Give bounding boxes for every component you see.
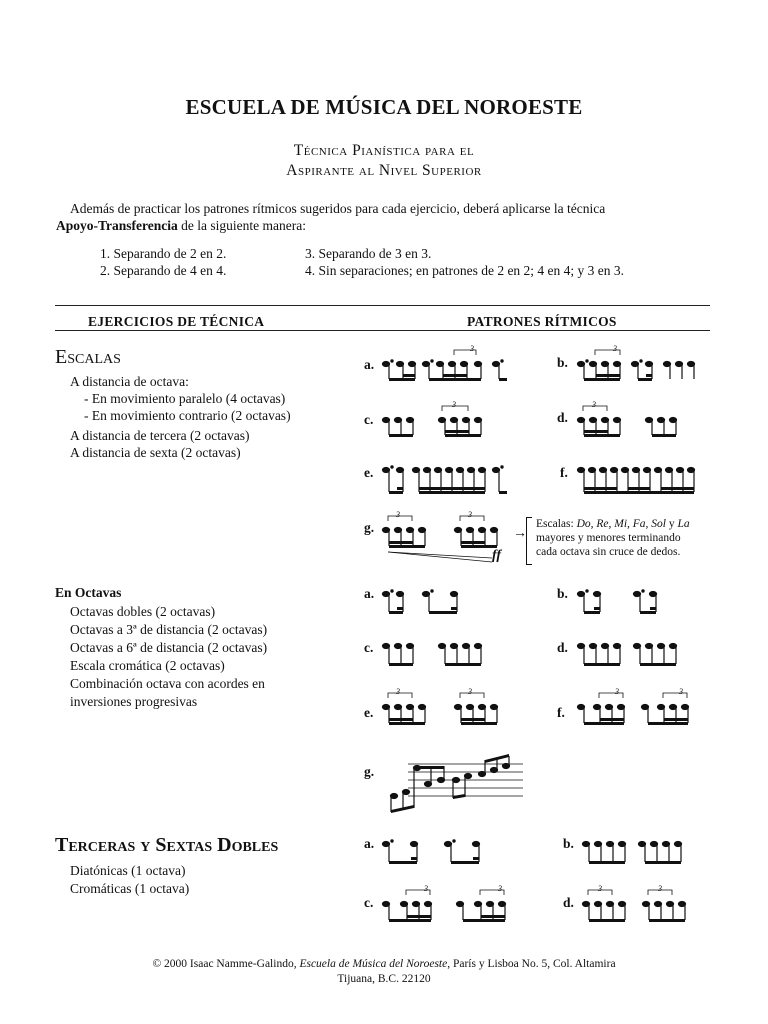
divider-bottom	[55, 330, 710, 331]
rhythm-octavas-f	[575, 687, 715, 729]
rhythm-terceras-c	[380, 884, 530, 926]
escalas-label-a: a.	[364, 357, 375, 372]
escalas-label-b: b.	[557, 355, 568, 370]
terceras-item-1: Diatónicas (1 octava)	[70, 863, 186, 878]
terceras-label-c: c.	[364, 895, 374, 910]
tuplet-3-escalas-g2: 3	[468, 510, 472, 519]
terceras-label-d: d.	[563, 895, 574, 910]
octavas-label-b: b.	[557, 586, 568, 601]
tuplet-3-terceras-d2: 3	[658, 884, 662, 893]
tuplet-3-terceras-d1: 3	[598, 884, 602, 893]
intro-bold-term: Apoyo-Transferencia	[56, 218, 178, 233]
dynamic-marking-ff: ff	[492, 548, 502, 563]
octavas-label-f: f.	[557, 705, 565, 720]
intro-line-2	[56, 217, 716, 234]
octavas-item-1: Octavas dobles (2 octavas)	[70, 604, 216, 619]
note-bracket	[526, 517, 532, 565]
octavas-item-5: Combinación octava con acordes en	[70, 676, 265, 691]
escalas-label-f: f.	[560, 465, 568, 480]
column-heading-exercises: EJERCICIOS DE TÉCNICA	[88, 314, 265, 329]
escalas-label-c: c.	[364, 412, 374, 427]
octavas-item-2: Octavas a 3ª de distancia (2 octavas)	[70, 622, 268, 637]
escalas-item-3: - En movimiento contrario (2 octavas)	[84, 408, 291, 423]
column-heading-rhythms: PATRONES RÍTMICOS	[467, 314, 617, 329]
escalas-item-4: A distancia de tercera (2 octavas)	[70, 428, 250, 443]
terceras-label-b: b.	[563, 836, 574, 851]
rhythm-escalas-g	[380, 510, 530, 566]
subtitle-line-1: Técnica Pianística para el	[293, 142, 475, 159]
octavas-label-a: a.	[364, 586, 375, 601]
octavas-label-e: e.	[364, 705, 374, 720]
footer-school-name: Escuela de Música del Noroeste	[299, 958, 448, 970]
tuplet-3-octavas-f2: 3	[679, 687, 683, 696]
escalas-label-g: g.	[364, 520, 375, 535]
note-and: y	[666, 518, 678, 530]
octavas-item-6: inversiones progresivas	[70, 694, 198, 709]
tuplet-3-octavas-e2: 3	[468, 687, 472, 696]
rhythm-escalas-b	[575, 344, 715, 386]
intro-line-2-text: de la siguiente manera:	[181, 218, 306, 233]
escalas-item-1: A distancia de octava:	[70, 374, 189, 389]
step-1: 1. Separando de 2 en 2.	[100, 246, 227, 261]
note-last-key: La	[677, 518, 690, 530]
note-prefix: Escalas:	[536, 518, 577, 530]
rhythm-escalas-f	[575, 456, 715, 498]
rhythm-octavas-b	[575, 582, 675, 618]
step-3: 3. Separando de 3 en 3.	[305, 246, 432, 261]
intro-paragraph	[56, 200, 716, 234]
octavas-item-3: Octavas a 6ª de distancia (2 octavas)	[70, 640, 268, 655]
steps-left	[100, 245, 226, 279]
footer-copyright: © 2000 Isaac Namme-Galindo,	[152, 958, 300, 970]
escalas-item-5: A distancia de sexta (2 octavas)	[70, 445, 241, 460]
section-heading-octavas: En Octavas	[55, 585, 122, 600]
steps-right	[305, 245, 624, 279]
octavas-item-4: Escala cromática (2 octavas)	[70, 658, 225, 673]
tuplet-3-escalas-d: 3	[592, 400, 596, 409]
note-keys: Do, Re, Mi, Fa, Sol	[576, 518, 666, 530]
rhythm-terceras-a	[380, 832, 490, 868]
rhythm-escalas-e	[380, 456, 520, 498]
footer	[0, 957, 768, 987]
footer-line-2: Tijuana, B.C. 22120	[337, 973, 431, 985]
escalas-note	[536, 517, 726, 559]
escalas-note-line-3: cada octava sin cruce de dedos.	[536, 546, 681, 558]
escalas-item-2: - En movimiento paralelo (4 octavas)	[84, 391, 286, 406]
octavas-label-g: g.	[364, 764, 375, 779]
footer-line-1	[0, 957, 768, 972]
tuplet-3-terceras-c2: 3	[498, 884, 502, 893]
octavas-label-d: d.	[557, 640, 568, 655]
octavas-label-c: c.	[364, 640, 374, 655]
footer-address: , París y Lisboa No. 5, Col. Altamira	[447, 958, 616, 970]
tuplet-3-octavas-e1: 3	[396, 687, 400, 696]
escalas-note-line-2: mayores y menores terminando	[536, 532, 681, 544]
page-title: ESCUELA DE MÚSICA DEL NOROESTE	[185, 95, 583, 119]
tuplet-3-octavas-f1: 3	[615, 687, 619, 696]
arrow-icon: →	[513, 526, 527, 541]
rhythm-escalas-a	[380, 344, 520, 386]
rhythm-escalas-c	[380, 400, 520, 442]
rhythm-octavas-a	[380, 582, 480, 618]
section-heading-terceras: Terceras y Sextas Dobles	[55, 834, 279, 856]
rhythm-escalas-d	[575, 400, 715, 442]
intro-line-1: Además de practicar los patrones rítmicos sugeridos para cada ejercicio, deberá aplicarse la técnica	[70, 201, 606, 216]
escalas-label-e: e.	[364, 465, 374, 480]
rhythm-octavas-c	[380, 634, 500, 670]
terceras-label-a: a.	[364, 836, 375, 851]
tuplet-3-terceras-c1: 3	[424, 884, 428, 893]
tuplet-3-escalas-b: 3	[613, 344, 617, 353]
tuplet-3-escalas-c: 3	[452, 400, 456, 409]
section-heading-escalas: Escalas	[55, 346, 121, 368]
terceras-item-2: Cromáticas (1 octava)	[70, 881, 190, 896]
escalas-note-line-1	[536, 517, 726, 531]
subtitle-line-2: Aspirante al Nivel Superior	[286, 162, 482, 179]
staff-octavas-g	[380, 752, 525, 818]
divider-top	[55, 305, 710, 306]
step-2: 2. Separando de 4 en 4.	[100, 263, 227, 278]
escalas-label-d: d.	[557, 410, 568, 425]
rhythm-terceras-b	[580, 832, 700, 868]
rhythm-octavas-e	[380, 687, 520, 729]
step-4: 4. Sin separaciones; en patrones de 2 en 2; 4 en 4; y 3 en 3.	[305, 263, 625, 278]
tuplet-3-escalas-a: 3	[470, 344, 474, 353]
tuplet-3-escalas-g1: 3	[396, 510, 400, 519]
rhythm-octavas-d	[575, 634, 695, 670]
